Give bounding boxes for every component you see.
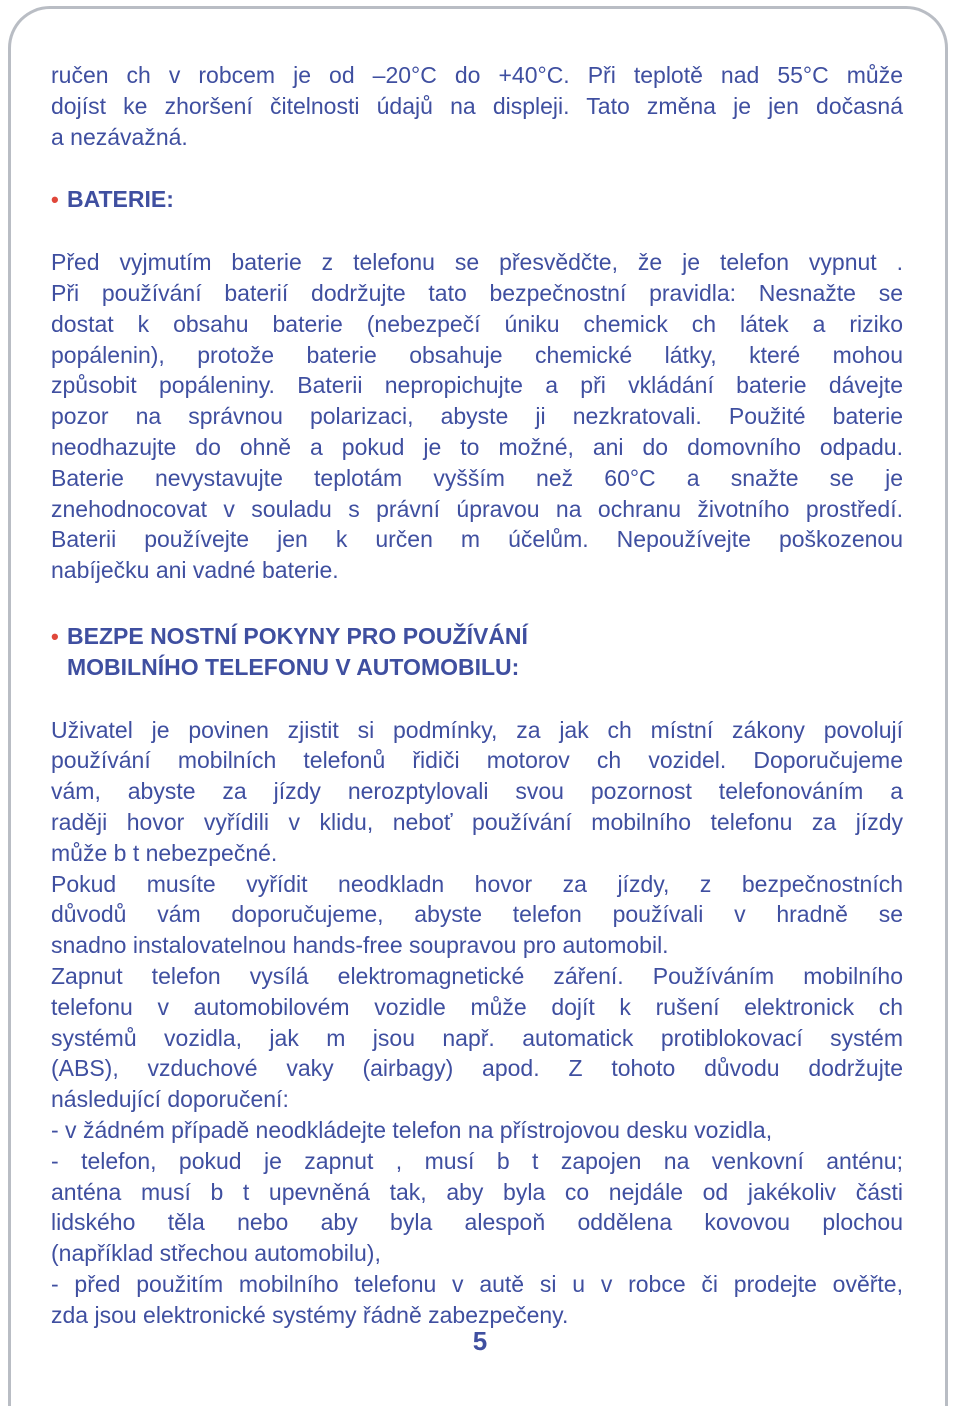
text-line: anténa musí b t upevněná tak, aby byla co nejdále od jakékoliv části <box>51 1178 903 1205</box>
text-line: Baterii používejte jen k určen m účelům. Nepoužívejte poškozenou <box>51 526 903 553</box>
car-safety-heading: • BEZPE NOSTNÍ POKYNY PRO POUŽÍVÁNÍ MOBILNÍHO TELEFONU V AUTOMOBILU: <box>51 622 528 680</box>
text-line: dojíst ke zhoršení čitelnosti údajů na displeji. Tato změna je jen dočasná <box>51 92 903 119</box>
car-safety-paragraph <box>51 715 903 1331</box>
text-line: popálenin), protože baterie obsahuje chemické látky, které mohou <box>51 341 903 368</box>
text-line: - telefon, pokud je zapnut , musí b t zapojen na venkovní anténu; <box>51 1147 903 1174</box>
text-line: může b t nebezpečné. <box>51 839 278 866</box>
text-line: Zapnut telefon vysílá elektromagnetické záření. Používáním mobilního <box>51 962 903 989</box>
text-line: - v žádném případě neodkládejte telefon na přístrojovou desku vozidla, <box>51 1116 773 1143</box>
text-line: telefonu v automobilovém vozidle může dojít k rušení elektronick ch <box>51 993 903 1020</box>
text-line: Při používání baterií dodržujte tato bezpečnostní pravidla: Nesnažte se <box>51 279 903 306</box>
text-line: raději hovor vyřídili v klidu, neboť používání mobilního telefonu za jízdy <box>51 808 903 835</box>
text-line: dostat k obsahu baterie (nebezpečí úniku chemick ch látek a riziko <box>51 310 903 337</box>
text-line: způsobit popáleniny. Baterii nepropichujte a při vkládání baterie dávejte <box>51 372 903 399</box>
page-number: 5 <box>472 1326 488 1356</box>
text-line: zda jsou elektronické systémy řádně zabezpečeny. <box>51 1301 569 1328</box>
text-line: systémů vozidla, jak m jsou např. automatick protiblokovací systém <box>51 1024 903 1051</box>
text-line: pozor na správnou polarizaci, abyste ji nezkratovali. Použité baterie <box>51 403 903 430</box>
text-line: používání mobilních telefonů řidiči motorov ch vozidel. Doporučujeme <box>51 747 903 774</box>
battery-heading: • BATERIE: <box>51 184 903 215</box>
text-line: znehodnocovat v souladu s právní úpravou na ochranu životního prostředí. <box>51 495 903 522</box>
text-line: Před vyjmutím baterie z telefonu se přesvědčte, že je telefon vypnut . <box>51 249 903 276</box>
document-body <box>51 60 903 1330</box>
text-line: Baterie nevystavujte teplotám vyšším než 60°C a snažte se je <box>51 464 903 491</box>
text-line: snadno instalovatelnou hands-free soupravou pro automobil. <box>51 932 669 959</box>
bullet-icon: • <box>51 623 59 649</box>
bullet-icon: • <box>51 187 59 213</box>
text-line: důvodů vám doporučujeme, abyste telefon používali v hradně se <box>51 901 903 928</box>
text-line: (například střechou automobilu), <box>51 1240 381 1267</box>
text-line: nabíječku ani vadné baterie. <box>51 557 339 584</box>
text-line: ručen ch v robcem je od –20°C do +40°C. Při teplotě nad 55°C může <box>51 62 903 88</box>
text-line: lidského těla nebo aby byla alespoň oddělena kovovou plochou <box>51 1209 903 1236</box>
text-line: Uživatel je povinen zjistit si podmínky, za jak ch místní zákony povolují <box>51 716 903 743</box>
battery-paragraph <box>51 247 903 586</box>
text-line: Pokud musíte vyřídit neodkladn hovor za jízdy, z bezpečnostních <box>51 870 903 897</box>
text-line: následující doporučení: <box>51 1086 289 1113</box>
text-line: a nezávažná. <box>51 123 188 150</box>
text-line: vám, abyste za jízdy nerozptylovali svou pozornost telefonováním a <box>51 778 903 805</box>
text-line: neodhazujte do ohně a pokud je to možné, ani do domovního odpadu. <box>51 433 903 460</box>
intro-paragraph <box>51 60 903 152</box>
text-line: - před použitím mobilního telefonu v autě si u v robce či prodejte ověřte, <box>51 1270 903 1297</box>
text-line: (ABS), vzduchové vaky (airbagy) apod. Z tohoto důvodu dodržujte <box>51 1055 903 1082</box>
